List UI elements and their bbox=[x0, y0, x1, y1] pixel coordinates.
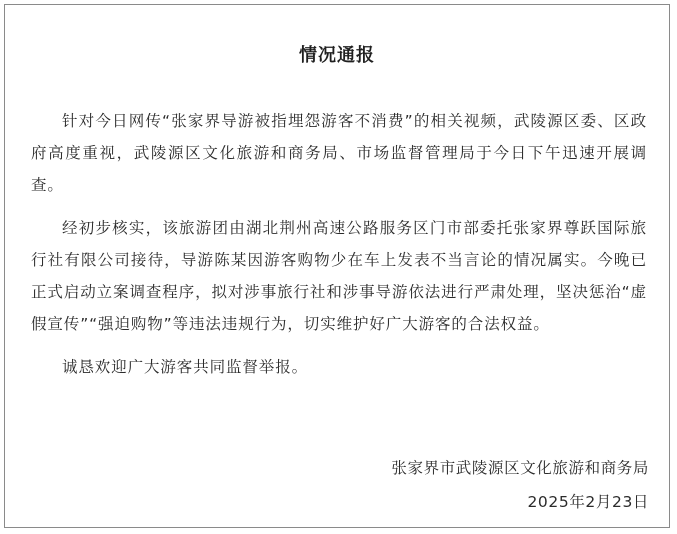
issue-date: 2025年2月23日 bbox=[527, 493, 649, 511]
notice-title: 情况通报 bbox=[299, 45, 375, 66]
signature-block bbox=[391, 451, 649, 519]
notice-document bbox=[4, 4, 670, 528]
paragraph-invitation: 诚恳欢迎广大游客共同监督举报。 bbox=[62, 358, 309, 376]
issuer-name: 张家界市武陵源区文化旅游和商务局 bbox=[391, 459, 649, 477]
paragraph-findings: 经初步核实，该旅游团由湖北荆州高速公路服务区门市部委托张家界尊跃国际旅行社有限公司接待，导游陈某因游客购物少在车上发表不当言论的情况属实。今晚已正式启动立案调查程序，拟对涉事旅行社和涉事导游依法进行严肃处理，坚决惩治“虚假宣传”“强迫购物”等违法违规行为，切实维护好广大游客的合法权益。 bbox=[31, 219, 647, 333]
paragraph-investigation: 针对今日网传“张家界导游被指埋怨游客不消费”的相关视频，武陵源区委、区政府高度重视，武陵源区文化旅游和商务局、市场监督管理局于今日下午迅速开展调查。 bbox=[31, 112, 647, 194]
notice-body bbox=[31, 105, 647, 394]
